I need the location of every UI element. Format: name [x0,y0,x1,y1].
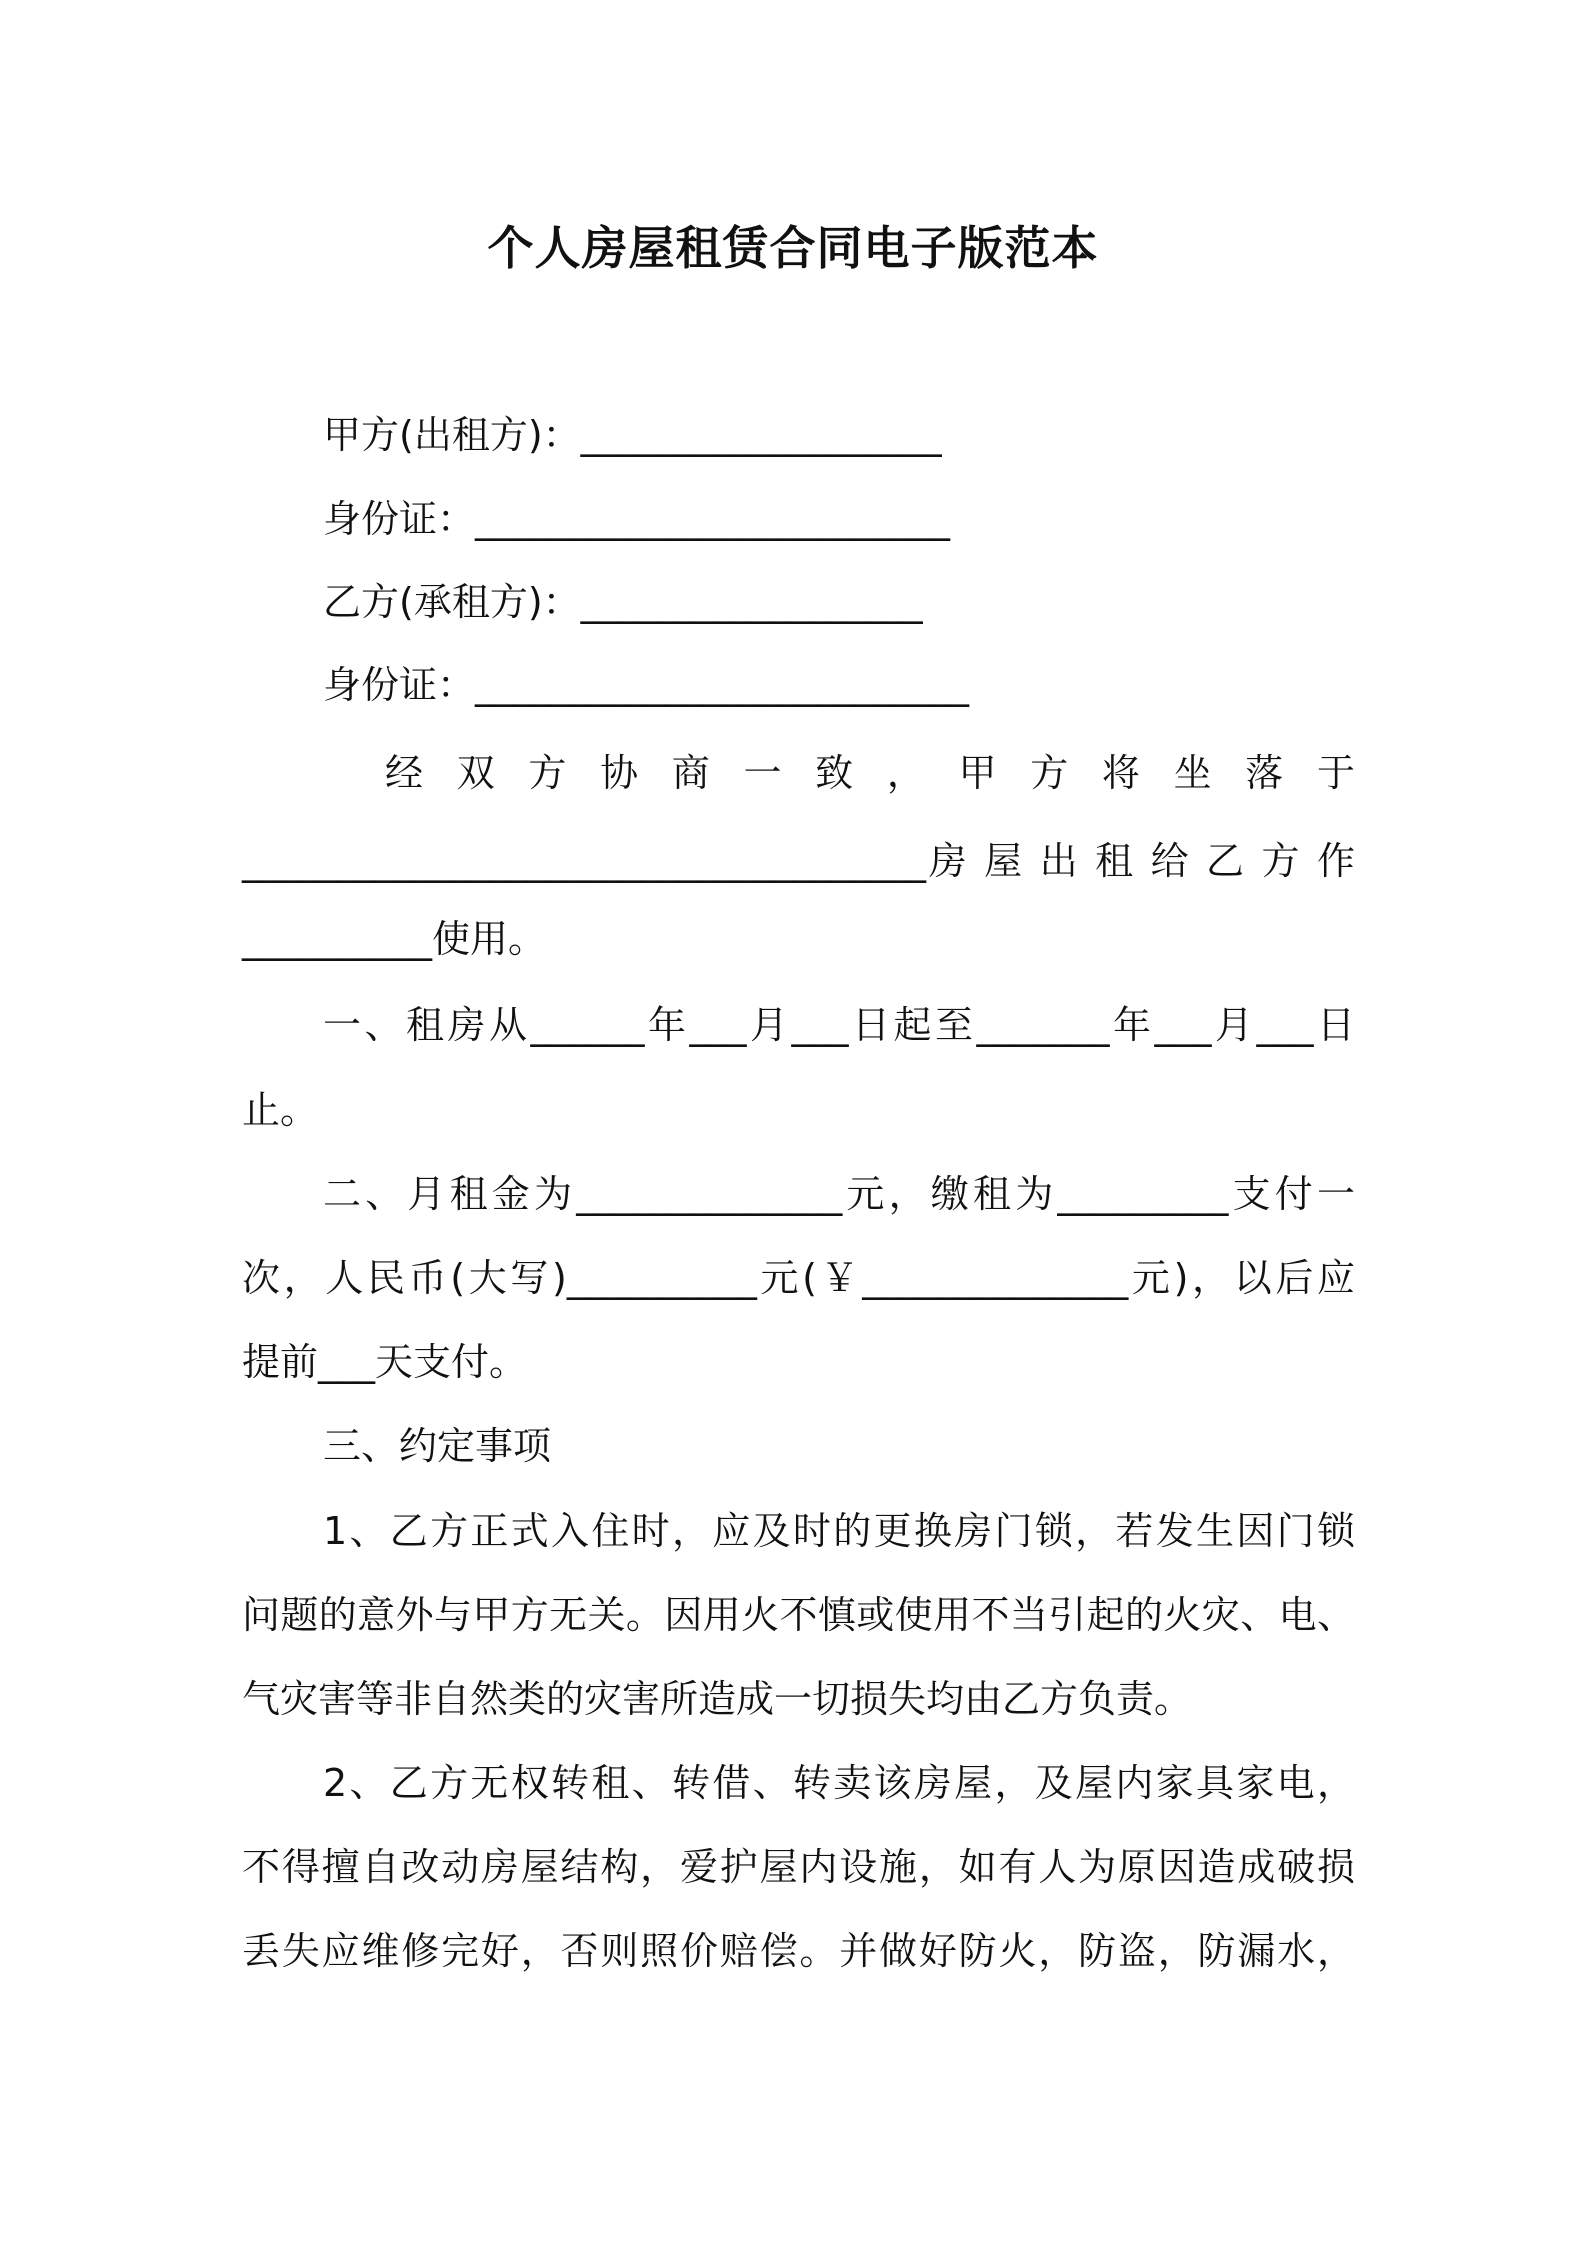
document-title: 个人房屋租赁合同电子版范本 [487,221,1099,275]
clause-1-line: 一、租房从______年___月___日起至_______年___月___日 [323,1003,1355,1047]
party-a-id-line: 身份证：_________________________ [323,497,951,541]
usage-line: __________使用。 [242,917,547,961]
item-1-line-3: 气灾害等非自然类的灾害所造成一切损失均由乙方负责。 [242,1677,1193,1721]
item-2-line-1: 2、乙方无权转租、转借、转卖该房屋，及屋内家具家电， [323,1761,1355,1805]
item-1-line-2: 问题的意外与甲方无关。因用火不慎或使用不当引起的火灾、电、 [242,1593,1355,1637]
party-b-line: 乙方(承租方)：__________________ [323,580,923,624]
clause-3-heading: 三、约定事项 [323,1424,552,1468]
item-2-line-2: 不得擅自改动房屋结构，爱护屋内设施，如有人为原因造成破损 [242,1845,1355,1889]
property-location-line: ____________________________________房 屋 出 租 给 乙 方 作 [242,839,1355,883]
item-1-line-1: 1、乙方正式入住时，应及时的更换房门锁，若发生因门锁 [323,1509,1355,1553]
clause-2-line-2: 次，人民币(大写)__________元(￥______________元)，以后应 [242,1256,1355,1300]
clause-2-line-3: 提前___天支付。 [242,1340,528,1384]
party-b-id-line: 身份证：__________________________ [323,663,970,707]
clause-1-end-line: 止。 [242,1088,319,1132]
item-2-line-3: 丢失应维修完好，否则照价赔偿。并做好防火，防盗，防漏水， [242,1929,1355,1973]
agreement-intro-line: 经 双 方 协 商 一 致 ， 甲 方 将 坐 落 于 [385,751,1355,795]
party-a-line: 甲方(出租方)：___________________ [323,413,942,457]
clause-2-line: 二、月租金为______________元，缴租为_________支付一 [323,1172,1355,1216]
